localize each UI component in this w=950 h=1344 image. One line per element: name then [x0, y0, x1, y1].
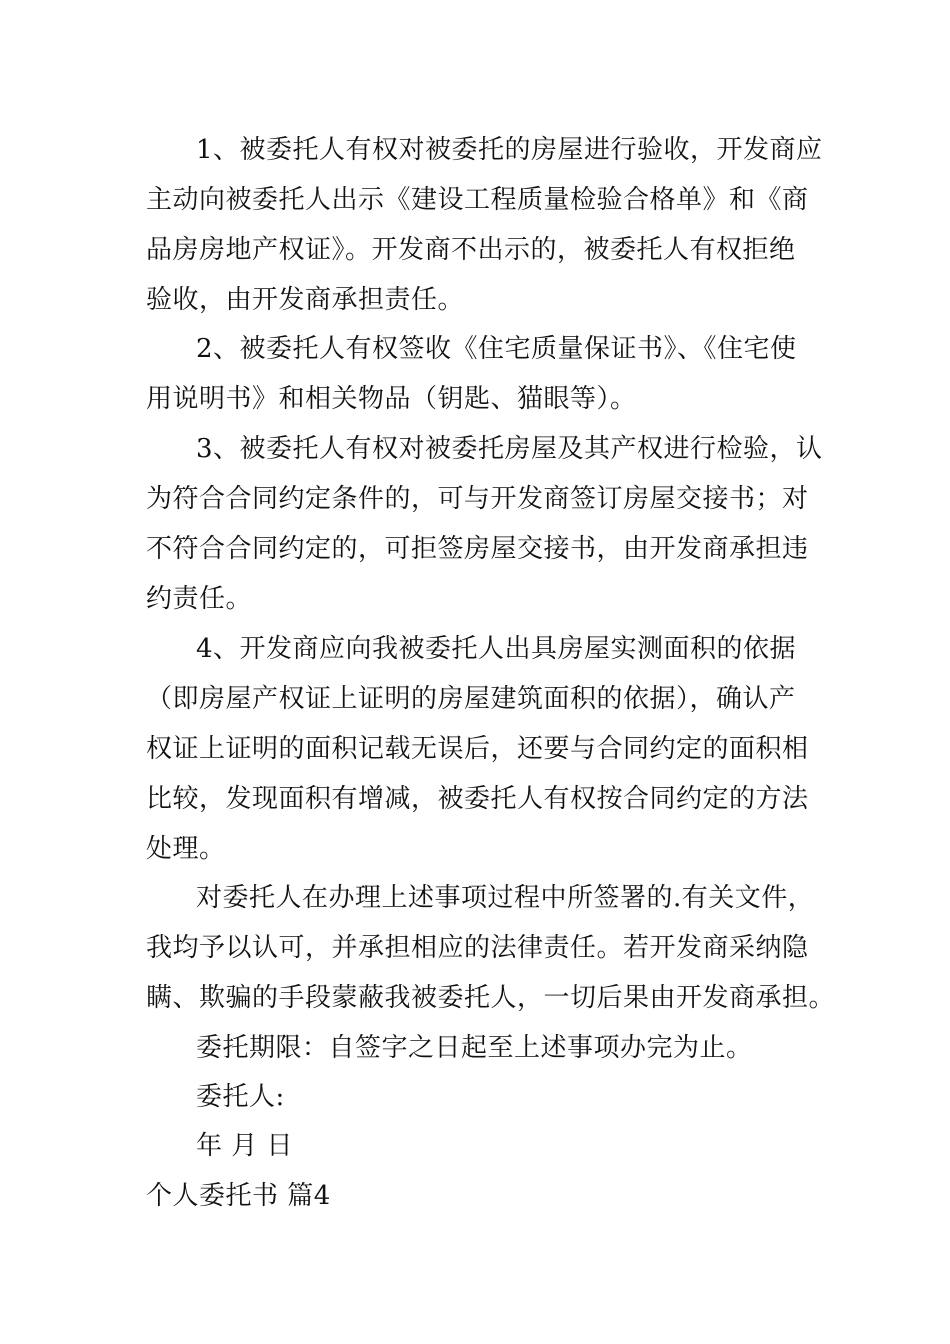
- date-line: 年 月 日: [196, 1131, 294, 1161]
- clause-4-line-2: （即房屋产权证上证明的房屋建筑面积的依据），确认产: [146, 684, 796, 714]
- acknowledgement-line-1: 对委托人在办理上述事项过程中所签署的.有关文件，: [196, 883, 815, 913]
- clause-2-line-2: 用说明书》和相关物品（钥匙、猫眼等）。: [146, 384, 637, 414]
- clause-3-line-1: 3、被委托人有权对被委托房屋及其产权进行检验，认: [196, 434, 823, 464]
- clause-4-line-3: 权证上证明的面积记载无误后，还要与合同约定的面积相: [146, 734, 809, 764]
- clause-1-line-3: 品房房地产权证》。开发商不出示的，被委托人有权拒绝: [146, 235, 796, 265]
- clause-2-line-1: 2、被委托人有权签收《住宅质量保证书》、《住宅使: [196, 334, 797, 364]
- clause-1-line-1: 1、被委托人有权对被委托的房屋进行验收，开发商应: [196, 135, 823, 165]
- clause-1-line-2: 主动向被委托人出示《建设工程质量检验合格单》和《商: [146, 185, 809, 215]
- section-heading: 个人委托书 篇4: [146, 1181, 331, 1211]
- term-of-authorization: 委托期限：自签字之日起至上述事项办完为止。: [196, 1033, 753, 1063]
- principal-signature-label: 委托人:: [196, 1082, 285, 1112]
- clause-3-line-4: 约责任。: [146, 584, 253, 614]
- acknowledgement-line-2: 我均予以认可，并承担相应的法律责任。若开发商采纳隐: [146, 933, 809, 963]
- clause-3-line-3: 不符合合同约定的，可拒签房屋交接书，由开发商承担违: [146, 534, 809, 564]
- clause-4-line-5: 处理。: [146, 834, 226, 864]
- clause-4-line-4: 比较，发现面积有增减，被委托人有权按合同约定的方法: [146, 784, 809, 814]
- clause-1-line-4: 验收，由开发商承担责任。: [146, 285, 465, 315]
- clause-3-line-2: 为符合合同约定条件的，可与开发商签订房屋交接书；对: [146, 484, 809, 514]
- acknowledgement-line-3: 瞒、欺骗的手段蒙蔽我被委托人，一切后果由开发商承担。: [146, 983, 836, 1013]
- clause-4-line-1: 4、开发商应向我被委托人出具房屋实测面积的依据: [196, 634, 797, 664]
